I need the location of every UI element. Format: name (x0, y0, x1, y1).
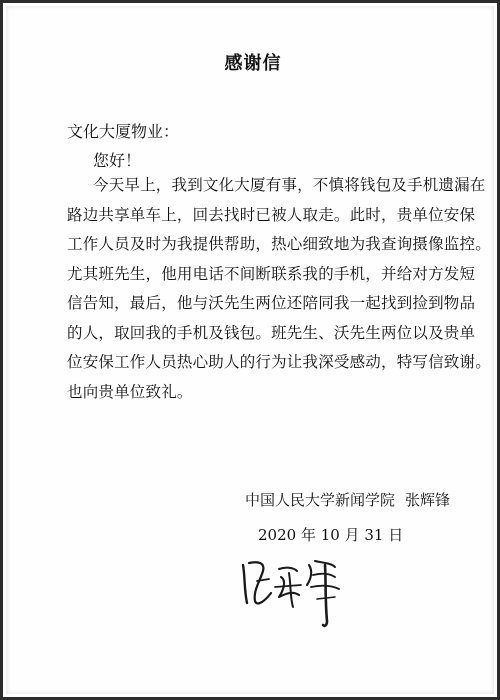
greeting-line: 您好！ (93, 151, 142, 170)
body-line-5: 信告知，最后，他与沃先生两位还陪同我一起找到捡到物品 (67, 294, 476, 312)
body-line-7: 位安保工作人员热心助人的行为让我深受感动，特写信致谢。 (67, 353, 491, 371)
recipient-line: 文化大厦物业： (67, 122, 180, 141)
body-line-6: 的人，取回我的手机及钱包。班先生、沃先生两位以及贵单 (67, 323, 476, 342)
body-line-3: 工作人员及时为我提供帮助，热心细致地为我查询摄像监控。 (67, 235, 491, 253)
signer-line (245, 489, 450, 510)
letter-title: 感谢信 (224, 53, 282, 74)
letter-date: 2020 年 10 月 31 日 (258, 526, 404, 544)
signer-organization: 中国人民大学新闻学院 (245, 491, 396, 509)
body-line-1: 今天早上，我到文化大厦有事，不慎将钱包及手机遗漏在 (93, 176, 486, 194)
letter-body (67, 171, 491, 407)
handwritten-signature (235, 551, 355, 631)
body-line-4: 尤其班先生，他用电话不间断联系我的手机，并给对方发短 (67, 264, 476, 283)
body-line-2: 路边共享单车上，回去找时已被人取走。此时，贵单位安保 (67, 205, 476, 224)
signer-name: 张辉锋 (405, 491, 451, 509)
body-line-8: 也向贵单位致礼。 (67, 382, 193, 401)
